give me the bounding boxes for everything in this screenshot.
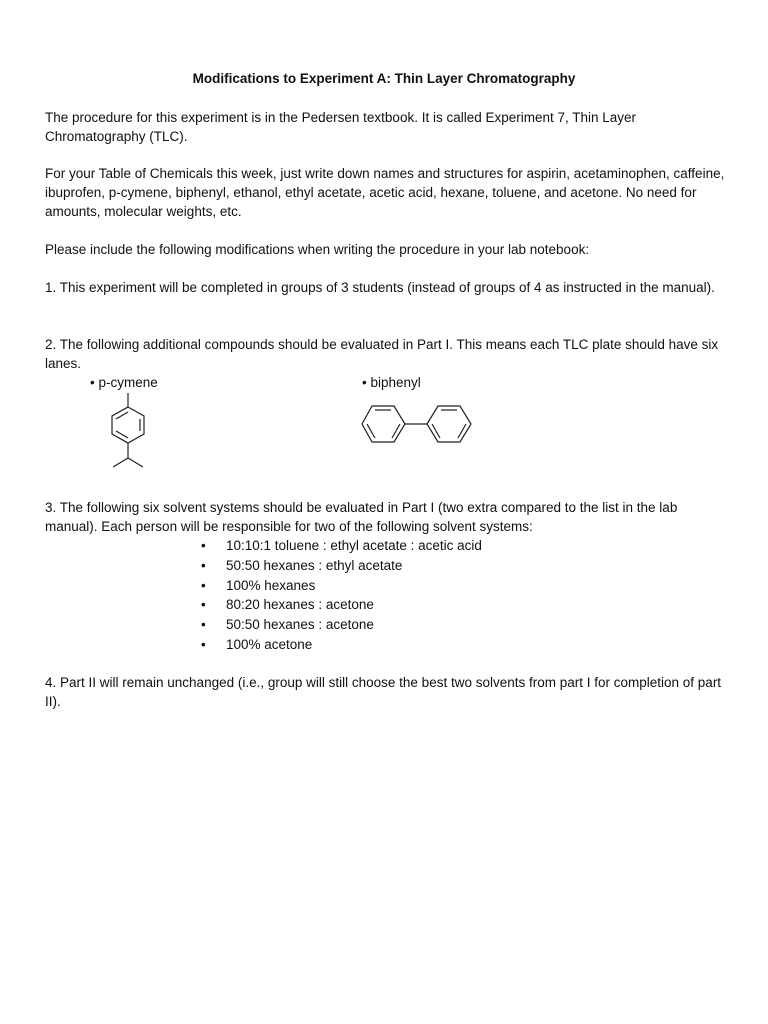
list-item xyxy=(200,536,482,556)
p-cymene-structure-icon xyxy=(100,390,160,480)
bullet-icon: • xyxy=(201,557,206,573)
p-cymene-label: • p-cymene xyxy=(90,375,158,390)
biphenyl-structure-icon xyxy=(355,398,480,450)
modification-item-1: 1. This experiment will be completed in groups of 3 students (instead of groups of 4 as instructed in the manual). xyxy=(45,280,715,295)
list-item xyxy=(200,635,482,655)
solvent-label: 50:50 hexanes : ethyl acetate xyxy=(226,557,403,573)
solvent-label: 50:50 hexanes : acetone xyxy=(226,617,374,633)
list-item xyxy=(200,576,482,596)
bullet-icon: • xyxy=(201,597,206,613)
document-title: Modifications to Experiment A: Thin Layer Chromatography xyxy=(192,71,576,86)
modification-item-4: 4. Part II will remain unchanged (i.e., group will still choose the best two solvents from part I for completion of part II). xyxy=(45,675,722,709)
chemicals-paragraph: For your Table of Chemicals this week, just write down names and structures for aspirin, acetaminophen, caffeine, ibuprofen, p-cymene, biphenyl, ethanol, ethyl acetate, acetic acid, hexane, toluene, and acetone. No need for amounts, molecular weights, etc. xyxy=(45,166,725,219)
solvent-label: 100% acetone xyxy=(226,636,313,652)
list-item xyxy=(200,556,482,576)
modification-item-2: 2. The following additional compounds should be evaluated in Part I. This means each TLC plate should have six lanes. xyxy=(45,337,719,371)
solvent-label: 100% hexanes xyxy=(226,577,316,593)
solvent-systems-list xyxy=(200,536,482,655)
bullet-icon: • xyxy=(201,617,206,633)
modification-item-3: 3. The following six solvent systems should be evaluated in Part I (two extra compared to the list in the lab manual). Each person will be responsible for two of the following solvent systems: xyxy=(45,500,678,534)
bullet-icon: • xyxy=(201,538,206,553)
bullet-icon: • xyxy=(201,636,206,652)
intro-paragraph: The procedure for this experiment is in the Pedersen textbook. It is called Experiment 7, Thin Layer Chromatography (TLC). xyxy=(45,110,637,144)
bullet-icon: • xyxy=(201,577,206,593)
list-item xyxy=(200,615,482,635)
solvent-label: 10:10:1 toluene : ethyl acetate : acetic acid xyxy=(226,538,482,553)
solvent-label: 80:20 hexanes : acetone xyxy=(226,597,374,613)
instructions-paragraph: Please include the following modifications when writing the procedure in your lab notebook: xyxy=(45,242,590,257)
biphenyl-label: • biphenyl xyxy=(362,375,421,390)
list-item xyxy=(200,595,482,615)
